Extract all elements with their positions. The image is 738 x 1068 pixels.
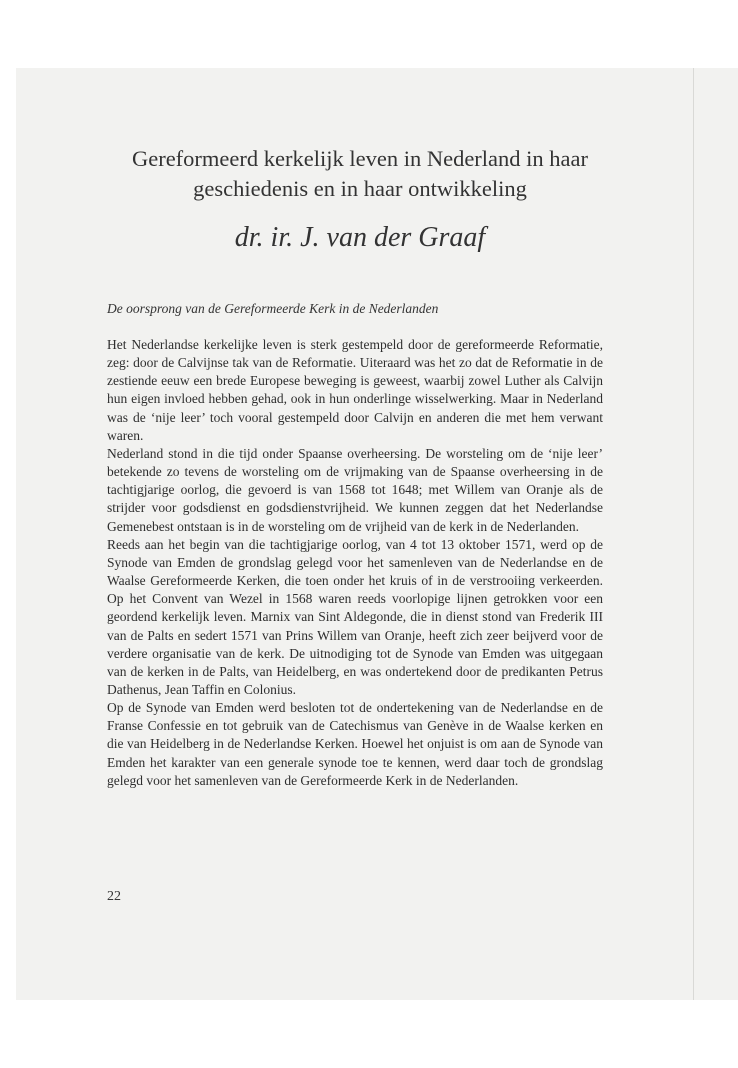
paragraph: Reeds aan het begin van die tachtigjarige oorlog, van 4 tot 13 oktober 1571, werd op de Synode van Emden de grondslag gelegd voor het samenleven van de Nederlandse en de Waalse Gereformeerde Kerken, die toen onder het kruis of in de verstrooiing verkeerden. Op het Convent van Wezel in 1568 waren reeds voorlopige lijnen getrokken voor een geordend kerkelijk leven. Marnix van Sint Aldegonde, die in dienst stond van Frederik III van de Palts en sedert 1571 van Prins Willem van Oranje, heeft zich zeer beijverd voor de verdere organisatie van de kerk. De uitnodiging tot de Synode van Emden was uitgegaan van de kerken in de Palts, van Heidelberg, en was ondertekend door de predikanten Petrus Dathenus, Jean Taffin en Colonius. — [107, 536, 603, 697]
paragraph: Op de Synode van Emden werd besloten tot de ondertekening van de Nederlandse en de Franse Confessie en tot gebruik van de Catechismus van Genève in de Waalse kerken en die van Heidelberg in de Nederlandse Kerken. Hoewel het onjuist is om aan de Synode van Emden het karakter van een generale synode toe te kennen, werd daar toch de grondslag gelegd voor het samenleven van de Gereformeerde Kerk in de Nederlanden. — [107, 700, 603, 788]
page-number: 22 — [107, 889, 121, 904]
article-body — [107, 336, 603, 790]
section-heading: De oorsprong van de Gereformeerde Kerk in de Nederlanden — [107, 301, 439, 316]
paragraph: Nederland stond in die tijd onder Spaanse overheersing. De worsteling om de ‘nije leer’ betekende zo tevens de worsteling om de vrijmaking van de Spaanse overheersing in de tachtigjarige oorlog, die gevoerd is van 1568 tot 1648; met Willem van Oranje als de strijder voor godsdienst en godsdienstvrijheid. We kunnen zeggen dat het Nederlandse Gemenebest ontstaan is in de worsteling om de vrijheid van de kerk in de Nederlanden. — [107, 445, 603, 534]
article-title: Gereformeerd kerkelijk leven in Nederland in haar geschiedenis en in haar ontwikkeling — [131, 146, 589, 201]
page-edge-line — [693, 68, 694, 1000]
paragraph: Het Nederlandse kerkelijke leven is sterk gestempeld door de gereformeerde Reformatie, zeg: door de Calvijnse tak van de Reformatie. Uiteraard was het zo dat de Reformatie in de zestiende eeuw een brede Europese beweging is geweest, waarbij zowel Luther als Calvijn hun eigen invloed hebben gehad, ook in hun onderlinge wisselwerking. Maar in Nederland was de ‘nije leer’ toch vooral gestempeld door Calvijn en anderen die met hem verwant waren. — [107, 337, 603, 443]
author-name: dr. ir. J. van der Graaf — [234, 222, 486, 253]
